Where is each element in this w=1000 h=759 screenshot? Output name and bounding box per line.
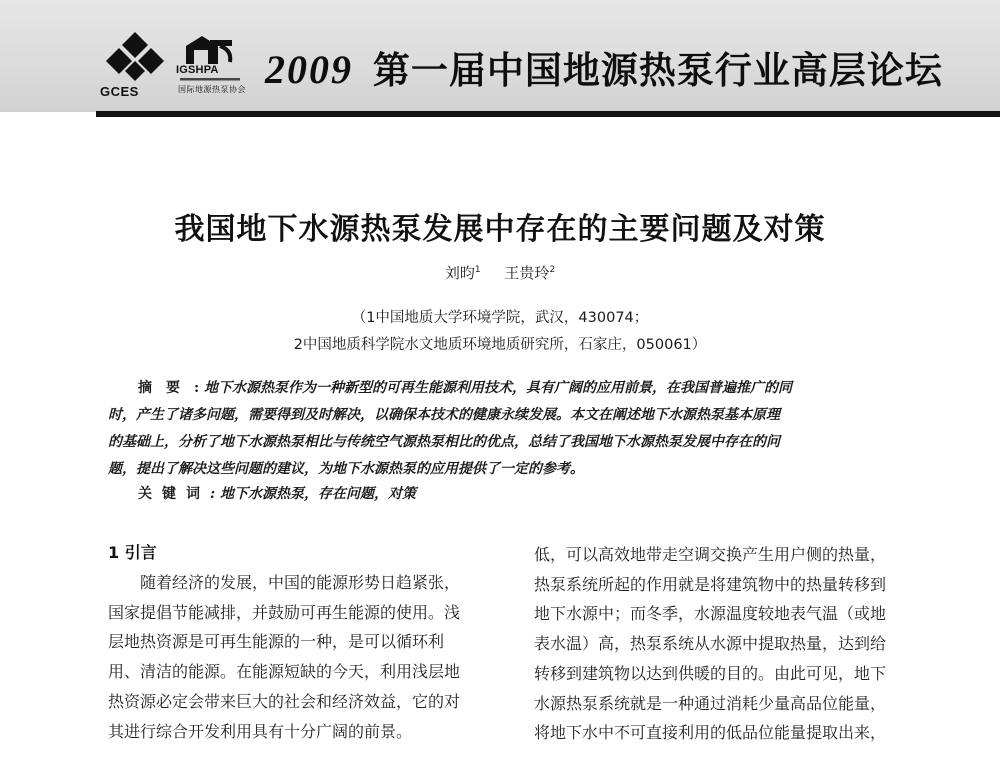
paragraph-line: 国家提倡节能减排，并鼓励可再生能源的使用。浅 [108, 602, 461, 622]
abstract-line: 的基础上，分析了地下水源热泵相比与传统空气源热泵相比的优点，总结了我国地下水源热泵发展中存在的问 [108, 434, 780, 450]
conference-banner [0, 0, 1000, 112]
abstract-label: 摘要 [138, 380, 194, 396]
paper-title: 我国地下水源热泵发展中存在的主要问题及对策 [174, 212, 826, 247]
paragraph-line: 表水温）高，热泵系统从水源中提取热量，达到给 [534, 634, 887, 654]
banner-title-text: 第一届中国地源热泵行业高层论坛 [372, 48, 943, 92]
body-column-left [108, 568, 492, 746]
banner-divider [96, 111, 1000, 117]
section-heading: 1 引言 [108, 543, 157, 562]
banner-year: 2009 [265, 47, 353, 92]
author-line [0, 262, 1000, 283]
paragraph-line: 转移到建筑物以达到供暖的目的。由此可见，地下 [534, 663, 887, 683]
author-affiliation-mark: 2 [549, 265, 556, 275]
abstract [108, 375, 916, 483]
body-column-right [534, 540, 922, 748]
keywords-label: 关键词 [138, 486, 210, 502]
igshpa-label: IGSHPA [176, 64, 219, 76]
author-affiliation-mark: 1 [474, 265, 481, 275]
affiliation-line: 2中国地质科学院水文地质环境地质研究所，石家庄，050061） [293, 337, 707, 353]
abstract-line: 摘要: 地下水源热泵作为一种新型的可再生能源利用技术，具有广阔的应用前景，在我国普遍推广的同 [138, 380, 793, 396]
keywords-text: 地下水源热泵，存在问题，对策 [220, 486, 417, 502]
abstract-line: 题，提出了解决这些问题的建议，为地下水源热泵的应用提供了一定的参考。 [108, 461, 584, 477]
paragraph-line: 随着经济的发展，中国的能源形势日趋紧张， [140, 573, 461, 592]
igshpa-logo-icon [180, 32, 238, 66]
abstract-text: 地下水源热泵作为一种新型的可再生能源利用技术，具有广阔的应用前景，在我国普遍推广的同 [204, 380, 793, 396]
affiliation-line: （1中国地质大学环境学院，武汉，430074； [351, 310, 649, 326]
paragraph-line: 热资源必定会带来巨大的社会和经济效益，它的对 [108, 691, 461, 711]
author-name: 刘昀 [444, 264, 475, 282]
abstract-line: 时，产生了诸多问题，需要得到及时解决，以确保本技术的健康永续发展。本文在阐述地下水源热泵基本原理 [108, 407, 780, 423]
paragraph-line: 其进行综合开发利用具有十分广阔的前景。 [108, 721, 413, 741]
paragraph-line: 热泵系统所起的作用就是将建筑物中的热量转移到 [534, 574, 887, 594]
banner-title [265, 40, 943, 94]
igshpa-tagline-mark [180, 77, 240, 82]
gces-logo-icon [104, 30, 166, 88]
gces-label: GCES [100, 84, 139, 99]
igshpa-subtitle: 国际地源热泵协会 [178, 85, 246, 94]
paragraph-line: 低，可以高效地带走空调交换产生用户侧的热量， [534, 545, 887, 564]
paragraph-line: 水源热泵系统就是一种通过消耗少量高品位能量， [534, 693, 887, 713]
paragraph-line: 层地热资源是可再生能源的一种，是可以循环利 [108, 632, 445, 652]
author-name: 王贵玲 [504, 264, 550, 282]
paragraph-line: 地下水源中；而冬季，水源温度较地表气温（或地 [534, 604, 887, 624]
paragraph-line: 用、清洁的能源。在能源短缺的今天，利用浅层地 [108, 662, 461, 682]
keywords: 关键词: 地下水源热泵，存在问题，对策 [138, 486, 417, 502]
paragraph-line: 将地下水中不可直接利用的低品位能量提取出来， [534, 723, 887, 743]
